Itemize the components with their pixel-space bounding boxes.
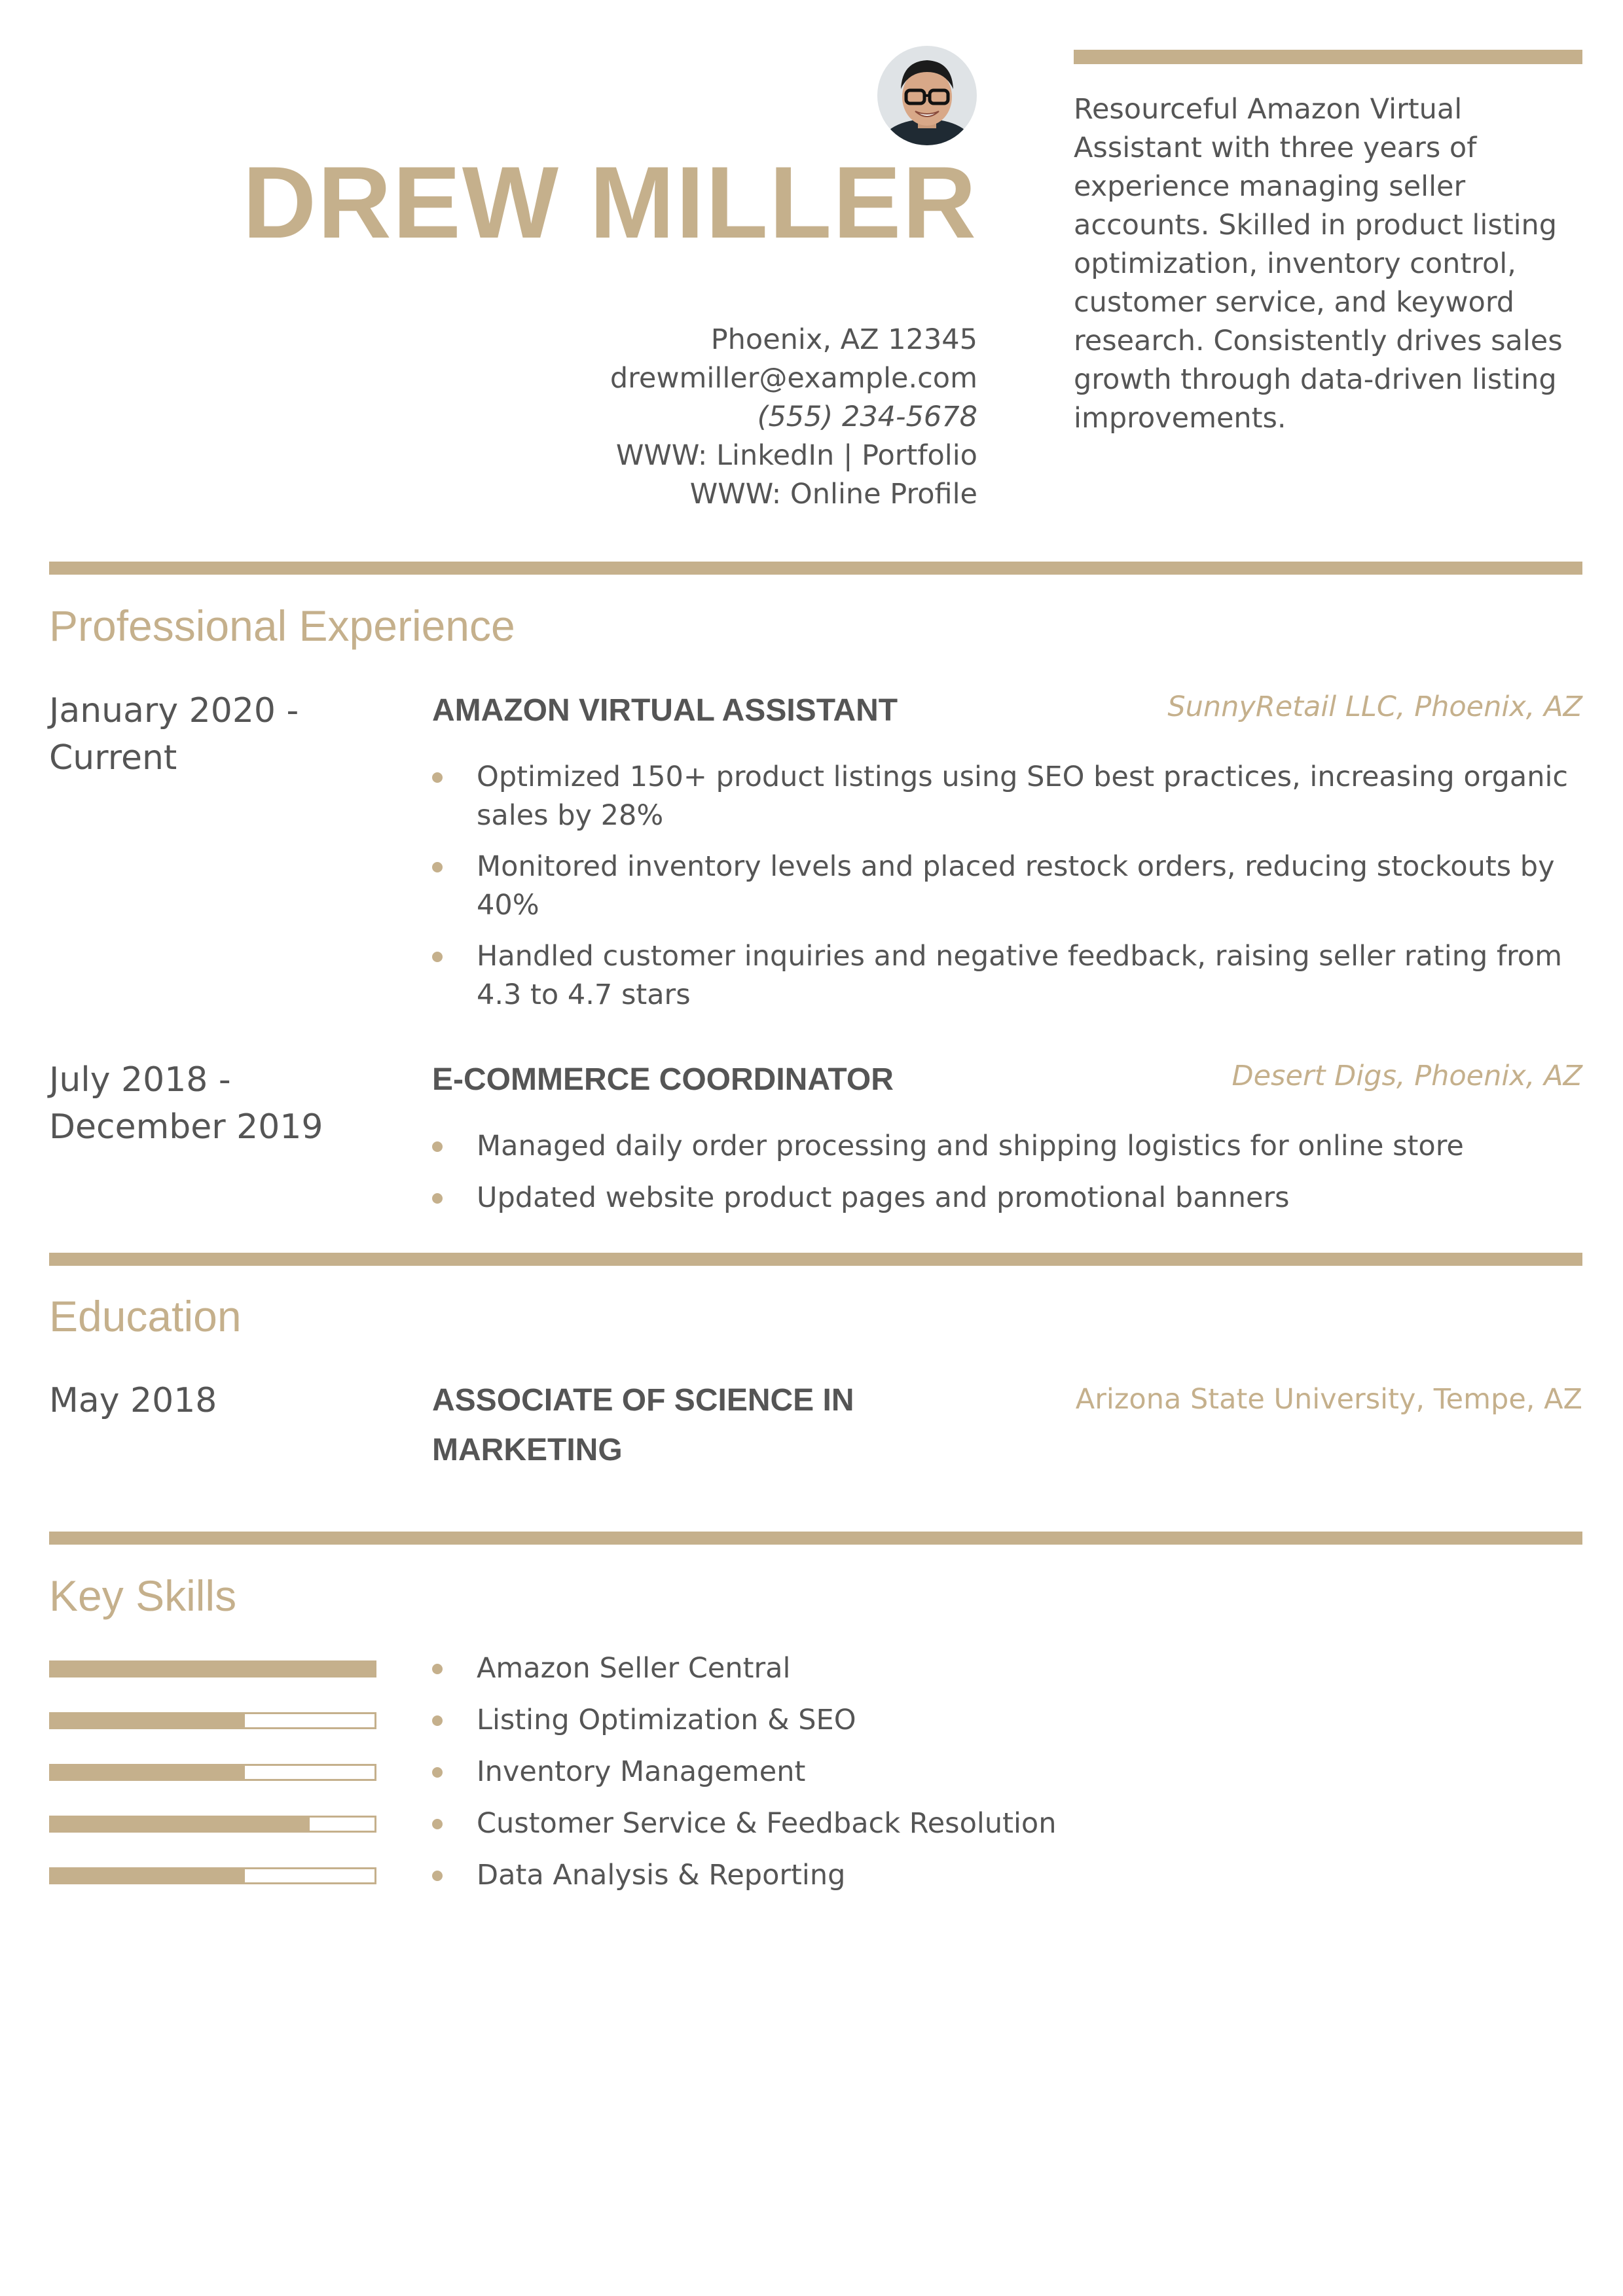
bullet-item: Handled customer inquiries and negative feedback, raising seller rating from 4.3 to 4.7 stars	[432, 937, 1584, 1014]
job-bullets-1	[432, 758, 1584, 1014]
contact-email[interactable]: drewmiller@example.com	[610, 362, 977, 395]
bullet-item: Optimized 150+ product listings using SEO best practices, increasing organic sales by 28%	[432, 758, 1584, 835]
bullet-item: Monitored inventory levels and placed restock orders, reducing stockouts by 40%	[432, 848, 1584, 925]
job-date-1	[49, 687, 299, 781]
job-employer-1: SunnyRetail LLC, Phoenix, AZ	[1167, 691, 1582, 723]
contact-profile[interactable]: WWW: Online Profile	[689, 478, 977, 511]
job-date-start: July 2018 -	[49, 1060, 231, 1100]
job-date-start: January 2020 -	[49, 691, 299, 730]
section-title-education: Education	[49, 1292, 242, 1340]
bullet-item: Managed daily order processing and shipping logistics for online store	[432, 1127, 1584, 1166]
job-title-2: E-COMMERCE COORDINATOR	[432, 1062, 894, 1097]
section-divider-skills	[49, 1532, 1582, 1545]
bullet-item: Updated website product pages and promotional banners	[432, 1179, 1584, 1217]
skill-item: Inventory Management	[432, 1753, 1584, 1791]
skills-list	[432, 1649, 1584, 1895]
skill-bar	[49, 1867, 376, 1884]
candidate-name: DREW MILLER	[242, 146, 977, 260]
avatar	[877, 46, 977, 145]
job-bullets-2	[432, 1127, 1584, 1217]
education-degree	[432, 1376, 854, 1475]
skill-bar	[49, 1712, 376, 1729]
bullet-dot-icon	[432, 952, 443, 962]
skill-bar	[49, 1816, 376, 1833]
bullet-dot-icon	[432, 1767, 443, 1778]
job-title-1: AMAZON VIRTUAL ASSISTANT	[432, 693, 898, 728]
degree-line-2: MARKETING	[432, 1433, 623, 1467]
job-date-end: December 2019	[49, 1107, 323, 1147]
section-title-skills: Key Skills	[49, 1571, 237, 1620]
profile-photo	[877, 46, 977, 145]
bullet-dot-icon	[432, 1664, 443, 1674]
job-employer-2: Desert Digs, Phoenix, AZ	[1231, 1060, 1582, 1092]
bullet-dot-icon	[432, 1819, 443, 1829]
skill-item: Customer Service & Feedback Resolution	[432, 1804, 1584, 1843]
summary-text: Resourceful Amazon Virtual Assistant with three years of experience managing seller accounts. Skilled in product listing optimization, inventory control, customer service, and keyword research. Consistently drives sales growth through data-driven listing improvements.	[1074, 93, 1563, 435]
bullet-dot-icon	[432, 1141, 443, 1152]
contact-address: Phoenix, AZ 12345	[710, 323, 977, 356]
section-divider-education	[49, 1253, 1582, 1266]
skill-item: Amazon Seller Central	[432, 1649, 1584, 1688]
skill-bar	[49, 1660, 376, 1677]
skill-bar-fill	[51, 1818, 310, 1831]
skill-bar-fill	[51, 1869, 245, 1882]
summary-divider	[1074, 50, 1582, 64]
contact-phone[interactable]: (555) 234-5678	[757, 401, 977, 433]
section-divider-experience	[49, 562, 1582, 575]
skill-item: Listing Optimization & SEO	[432, 1701, 1584, 1740]
skill-bar-fill	[51, 1662, 374, 1676]
bullet-dot-icon	[432, 1193, 443, 1204]
contact-links[interactable]: WWW: LinkedIn | Portfolio	[615, 439, 977, 472]
skill-bar	[49, 1764, 376, 1781]
bullet-dot-icon	[432, 862, 443, 872]
bullet-dot-icon	[432, 772, 443, 783]
skill-bar-fill	[51, 1766, 245, 1779]
skill-item: Data Analysis & Reporting	[432, 1856, 1584, 1895]
job-date-end: Current	[49, 738, 177, 778]
bullet-dot-icon	[432, 1871, 443, 1881]
job-date-2	[49, 1056, 323, 1151]
bullet-dot-icon	[432, 1715, 443, 1726]
education-school: Arizona State University, Tempe, AZ	[1075, 1383, 1582, 1416]
degree-line-1: ASSOCIATE OF SCIENCE IN	[432, 1383, 854, 1418]
contact-block	[610, 321, 977, 514]
education-date: May 2018	[49, 1381, 217, 1420]
skill-bar-fill	[51, 1714, 245, 1727]
section-title-experience: Professional Experience	[49, 601, 515, 650]
